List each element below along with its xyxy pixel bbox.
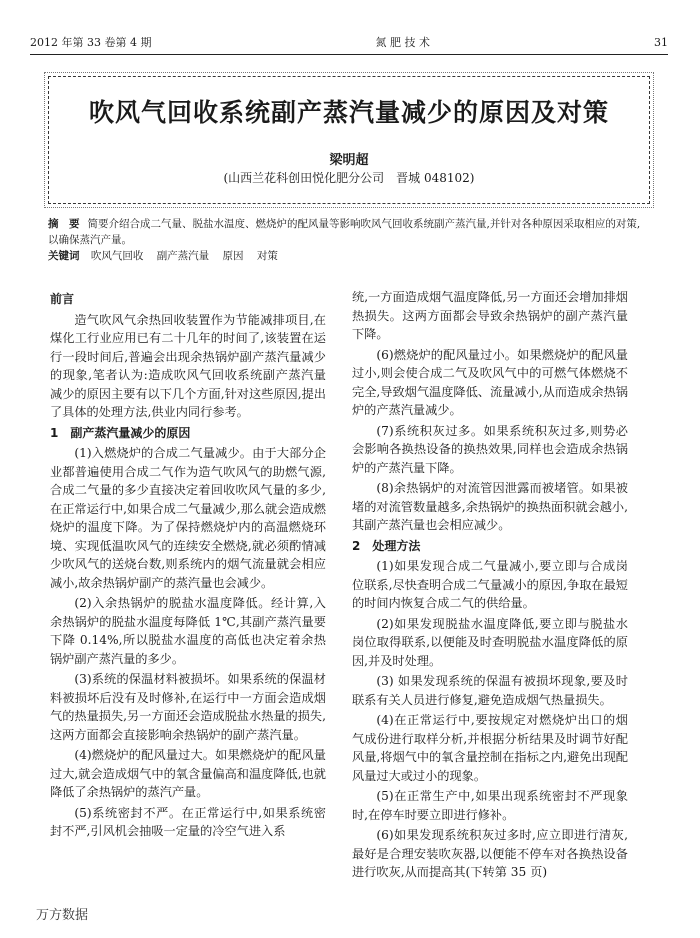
- article-title: 吹风气回收系统副产蒸汽量减少的原因及对策: [88, 98, 609, 127]
- preface-heading: 前言: [50, 292, 75, 306]
- running-head: [30, 34, 668, 50]
- keyword: 副产蒸汽量: [156, 250, 210, 262]
- cause-paragraph: (3)系统的保温材料被损坏。如果系统的保温材料被损坏后没有及时修补,在运行中一方面会造成烟气的热量损失,另一方面还会造成脱盐水热量的损失,这两方面都会直接影响余热锅炉的副产蒸汽量。: [50, 672, 326, 742]
- wanfang-watermark: 万方数据: [36, 908, 89, 923]
- left-column: [50, 288, 326, 843]
- section-2-heading: 2 处理方法: [352, 538, 421, 553]
- journal-issue: 2012 年第 33 卷第 4 期: [30, 36, 152, 49]
- journal-name: 氮 肥 技 术: [375, 36, 430, 49]
- cause-paragraph: (8)余热锅炉的对流管因泄露而被堵管。如果被堵的对流管数量越多,余热锅炉的换热面积就会越小,其副产蒸汽量也会相应减少。: [352, 481, 628, 532]
- method-paragraph: (1)如果发现合成二气量减小,要立即与合成岗位联系,尽快查明合成二气量减小的原因,争取在最短的时间内恢复合成二气的供给量。: [352, 559, 628, 610]
- method-paragraph: (5)在正常生产中,如果出现系统密封不严现象时,在停车时要立即进行修补。: [352, 789, 628, 822]
- cause-paragraph: (6)燃烧炉的配风量过小。如果燃烧炉的配风量过小,则会使合成二气及吹风气中的可燃气体燃烧不完全,导致烟气温度降低、流量减小,从而造成余热锅炉的产蒸汽量减少。: [352, 347, 628, 417]
- keyword: 原因: [222, 250, 244, 262]
- abstract: [48, 216, 648, 248]
- cause-paragraph: (5)系统密封不严。在正常运行中,如果系统密封不严,引风机会抽吸一定量的冷空气进入系: [50, 805, 326, 838]
- page-number: 31: [653, 35, 668, 49]
- abstract-text: 简要介绍合成二气量、脱盐水温度、燃烧炉的配风量等影响吹风气回收系统副产蒸汽量,并针对各种原因采取相应的对策,以确保蒸汽产量。: [48, 218, 641, 246]
- keyword: 吹风气回收: [90, 250, 144, 262]
- keywords-label: 关键词: [48, 250, 80, 262]
- cause-paragraph-continued: 统,一方面造成烟气温度降低,另一方面还会增加排烟热损失。这两方面都会导致余热锅炉的副产蒸汽量下降。: [352, 290, 628, 341]
- author-name: 梁明超: [329, 153, 369, 168]
- right-column: [352, 288, 628, 884]
- section-1-heading: 1 副产蒸汽量减少的原因: [50, 425, 191, 440]
- cause-paragraph: (1)入燃烧炉的合成二气量减少。由于大部分企业都普遍使用合成二气作为造气吹风气的助燃气源,合成二气量的多少直接决定着回收吹风气量的多少,在正常运行中,如果合成二气量减少,那么就会造成燃烧炉的温度下降。为了保持燃烧炉内的高温燃烧环境、实现低温吹风气的连续安全燃烧,就必须酌情减少吹风气的送烧台数,则系统内的烟气流量就会相应减小,故余热锅炉副产的蒸汽量也会减少。: [50, 446, 326, 590]
- method-paragraph: (2)如果发现脱盐水温度降低,要立即与脱盐水岗位取得联系,以便能及时查明脱盐水温度降低的原因,并及时处理。: [352, 616, 628, 668]
- method-paragraph: (4)在正常运行中,要按规定对燃烧炉出口的烟气成份进行取样分析,并根据分析结果及时调节好配风量,将烟气中的氧含量控制在指标之内,避免出现配风量过大或过小的现象。: [352, 713, 628, 783]
- header-rule: [30, 54, 668, 55]
- keywords: [48, 248, 648, 264]
- preface-paragraph: 造气吹风气余热回收装置作为节能减排项目,在煤化工行业应用已有二十几年的时间了,该装置在运行一段时间后,普遍会出现余热锅炉副产蒸汽量减少的现象,笔者认为:造成吹风气回收系统副产蒸汽量减少的原因主要有以下几个方面,针对这些原因,提出了具体的处理方法,供业内同行参考。: [50, 312, 326, 419]
- keyword: 对策: [256, 250, 278, 262]
- cause-paragraph: (2)入余热锅炉的脱盐水温度降低。经计算,入余热锅炉的脱盐水温度每降低 1℃,其副产蒸汽量要下降 0.14%,所以脱盐水温度的高低也决定着余热锅炉副产蒸汽量的多少。: [50, 596, 326, 666]
- method-paragraph: (6)如果发现系统积灰过多时,应立即进行清灰,最好是合理安装吹灰器,以便能不停车对各换热设备进行吹灰,从而提高其(下转第 35 页): [352, 828, 628, 879]
- author-affiliation: (山西兰花科创田悦化肥分公司 晋城 048102): [223, 171, 475, 185]
- cause-paragraph: (7)系统积灰过多。如果系统积灰过多,则势必会影响各换热设备的换热效果,同样也会造成余热锅炉的产蒸汽量下降。: [352, 423, 628, 475]
- cause-paragraph: (4)燃烧炉的配风量过大。如果燃烧炉的配风量过大,就会造成烟气中的氧含量偏高和温度降低,也就降低了余热锅炉的蒸汽产量。: [50, 748, 326, 799]
- title-block: [48, 76, 650, 204]
- abstract-label: 摘 要: [48, 218, 80, 230]
- method-paragraph: (3) 如果发现系统的保温有被损坏现象,要及时联系有关人员进行修复,避免造成烟气热量损失。: [352, 674, 628, 707]
- abstract-block: [48, 216, 648, 264]
